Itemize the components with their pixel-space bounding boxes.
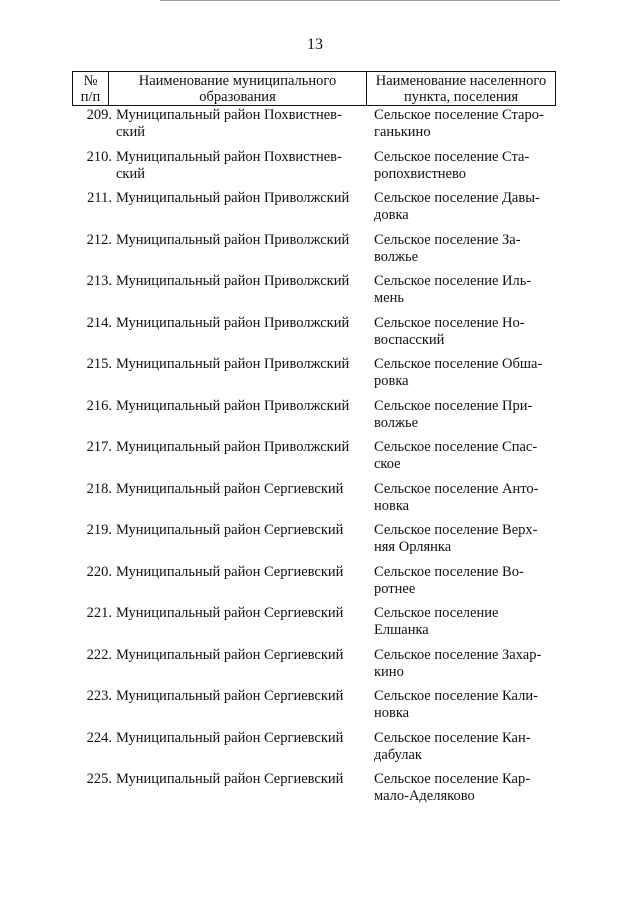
settlement-line: мень bbox=[374, 290, 404, 306]
settlement-line: Сельское поселение Кали- bbox=[374, 688, 538, 704]
table-row bbox=[72, 190, 556, 232]
municipality-line: ский bbox=[116, 165, 145, 182]
municipality-line: Муниципальный район Сергиевский bbox=[116, 605, 344, 621]
municipality-line: Муниципальный район Сергиевский bbox=[116, 563, 344, 580]
header-municipality-line: образования bbox=[199, 89, 276, 105]
row-municipality bbox=[112, 315, 368, 357]
municipality-line: Муниципальный район Приволжский bbox=[116, 314, 350, 331]
row-municipality bbox=[112, 688, 368, 730]
settlement-line: Сельское поселение Спас- bbox=[374, 439, 538, 455]
row-municipality bbox=[112, 522, 368, 564]
table-row bbox=[72, 730, 556, 772]
municipality-line: Муниципальный район Похвистнев- bbox=[116, 148, 342, 165]
settlement-line: мало-Аделяково bbox=[374, 788, 475, 804]
settlement-line: Сельское поселение Верх- bbox=[374, 522, 538, 538]
table-row bbox=[72, 273, 556, 315]
table-row bbox=[72, 564, 556, 606]
municipality-line: Муниципальный район Приволжский bbox=[116, 439, 350, 455]
settlement-line: волжье bbox=[374, 414, 419, 431]
settlement-line: ганькино bbox=[374, 124, 431, 140]
row-number: 211. bbox=[87, 190, 112, 206]
table-row bbox=[72, 107, 556, 149]
row-settlement bbox=[368, 771, 556, 813]
municipality-line: Муниципальный район Сергиевский bbox=[116, 771, 344, 787]
municipality-line: Муниципальный район Сергиевский bbox=[116, 522, 344, 538]
municipality-line: Муниципальный район Сергиевский bbox=[116, 688, 344, 704]
row-settlement bbox=[368, 564, 556, 606]
settlement-line: ровка bbox=[374, 373, 409, 389]
table-row bbox=[72, 232, 556, 274]
row-number: 218. bbox=[86, 480, 112, 497]
row-number: 225. bbox=[86, 771, 112, 787]
header-municipality-line: Наименование муниципального bbox=[138, 73, 337, 89]
municipality-line: Муниципальный район Приволжский bbox=[116, 356, 350, 372]
top-rule bbox=[160, 0, 560, 1]
settlement-line: Сельское поселение При- bbox=[374, 397, 533, 414]
row-settlement bbox=[368, 190, 556, 232]
settlement-line: ропохвистнево bbox=[374, 165, 466, 182]
row-settlement bbox=[368, 232, 556, 274]
row-municipality bbox=[112, 647, 368, 689]
row-municipality bbox=[112, 149, 368, 191]
municipality-line: Муниципальный район Сергиевский bbox=[116, 646, 344, 663]
settlement-line: ротнее bbox=[374, 580, 416, 597]
row-settlement bbox=[368, 481, 556, 523]
row-number: 224. bbox=[86, 729, 112, 746]
settlement-line: Сельское поселение Захар- bbox=[374, 646, 542, 663]
municipality-line: Муниципальный район Похвистнев- bbox=[116, 107, 342, 123]
row-settlement bbox=[368, 107, 556, 149]
settlement-line: довка bbox=[374, 207, 409, 223]
row-municipality bbox=[112, 771, 368, 813]
settlement-line: Сельское поселение Кан- bbox=[374, 729, 531, 746]
row-municipality bbox=[112, 605, 368, 647]
row-settlement bbox=[368, 647, 556, 689]
table-header bbox=[72, 71, 556, 106]
settlement-line: Сельское поселение Кар- bbox=[374, 771, 531, 787]
header-number-line: п/п bbox=[80, 89, 101, 105]
settlement-line: Елшанка bbox=[374, 622, 429, 638]
row-settlement bbox=[368, 605, 556, 647]
row-number: 219. bbox=[86, 522, 112, 538]
row-settlement bbox=[368, 398, 556, 440]
settlement-line: няя Орлянка bbox=[374, 539, 452, 555]
row-municipality bbox=[112, 439, 368, 481]
row-municipality bbox=[112, 481, 368, 523]
header-number-column bbox=[73, 72, 109, 105]
row-municipality bbox=[112, 190, 368, 232]
row-settlement bbox=[368, 315, 556, 357]
row-number: 221. bbox=[86, 605, 112, 621]
municipality-line: ский bbox=[116, 124, 145, 140]
settlement-line: Сельское поселение Старо- bbox=[374, 107, 544, 123]
settlement-line: воспасский bbox=[374, 331, 445, 348]
header-municipality-column bbox=[109, 72, 367, 105]
row-settlement bbox=[368, 273, 556, 315]
header-settlement-line: Наименование населенного bbox=[375, 73, 547, 89]
row-municipality bbox=[112, 730, 368, 772]
header-number-line: № bbox=[83, 73, 98, 89]
settlement-line: Сельское поселение bbox=[374, 605, 499, 621]
row-settlement bbox=[368, 522, 556, 564]
row-settlement bbox=[368, 149, 556, 191]
row-settlement bbox=[368, 439, 556, 481]
page-number: 13 bbox=[307, 36, 323, 53]
settlement-line: кино bbox=[374, 663, 404, 680]
settlement-line: Сельское поселение Обша- bbox=[374, 356, 543, 372]
settlement-line: дабулак bbox=[374, 746, 422, 763]
table-body bbox=[72, 107, 556, 813]
settlement-line: новка bbox=[374, 497, 410, 514]
row-number: 209. bbox=[86, 107, 112, 123]
table-row bbox=[72, 771, 556, 813]
header-settlement-line: пункта, поселения bbox=[403, 89, 519, 105]
table-row bbox=[72, 688, 556, 730]
row-municipality bbox=[112, 232, 368, 274]
settlement-line: волжье bbox=[374, 248, 419, 265]
table-row bbox=[72, 315, 556, 357]
row-municipality bbox=[112, 398, 368, 440]
table-row bbox=[72, 356, 556, 398]
settlement-line: Сельское поселение Иль- bbox=[374, 273, 532, 289]
settlement-line: Сельское поселение Ста- bbox=[374, 148, 530, 165]
row-settlement bbox=[368, 688, 556, 730]
row-number: 214. bbox=[86, 314, 112, 331]
settlement-line: Сельское поселение За- bbox=[374, 231, 521, 248]
table-row bbox=[72, 149, 556, 191]
row-municipality bbox=[112, 273, 368, 315]
municipality-line: Муниципальный район Приволжский bbox=[116, 397, 350, 414]
municipality-line: Муниципальный район Приволжский bbox=[116, 273, 350, 289]
row-number: 212. bbox=[86, 231, 112, 248]
row-number: 220. bbox=[86, 563, 112, 580]
row-number: 210. bbox=[86, 148, 112, 165]
municipality-line: Муниципальный район Приволжский bbox=[116, 190, 350, 206]
table-row bbox=[72, 647, 556, 689]
row-number: 223. bbox=[86, 688, 112, 704]
row-number: 216. bbox=[86, 397, 112, 414]
row-settlement bbox=[368, 356, 556, 398]
settlement-line: Сельское поселение Во- bbox=[374, 563, 524, 580]
row-number: 213. bbox=[86, 273, 112, 289]
table-row bbox=[72, 481, 556, 523]
table-row bbox=[72, 522, 556, 564]
table-row bbox=[72, 605, 556, 647]
settlement-line: Сельское поселение Но- bbox=[374, 314, 525, 331]
row-settlement bbox=[368, 730, 556, 772]
municipality-line: Муниципальный район Сергиевский bbox=[116, 480, 344, 497]
row-number: 215. bbox=[86, 356, 112, 372]
row-number: 222. bbox=[86, 646, 112, 663]
municipality-line: Муниципальный район Сергиевский bbox=[116, 729, 344, 746]
settlement-line: новка bbox=[374, 705, 410, 721]
table-row bbox=[72, 439, 556, 481]
row-municipality bbox=[112, 356, 368, 398]
municipality-line: Муниципальный район Приволжский bbox=[116, 231, 350, 248]
settlement-line: ское bbox=[374, 456, 401, 472]
row-municipality bbox=[112, 107, 368, 149]
table-row bbox=[72, 398, 556, 440]
settlement-line: Сельское поселение Анто- bbox=[374, 480, 539, 497]
settlement-line: Сельское поселение Давы- bbox=[374, 190, 540, 206]
row-number: 217. bbox=[86, 439, 112, 455]
header-settlement-column bbox=[367, 72, 555, 105]
row-municipality bbox=[112, 564, 368, 606]
